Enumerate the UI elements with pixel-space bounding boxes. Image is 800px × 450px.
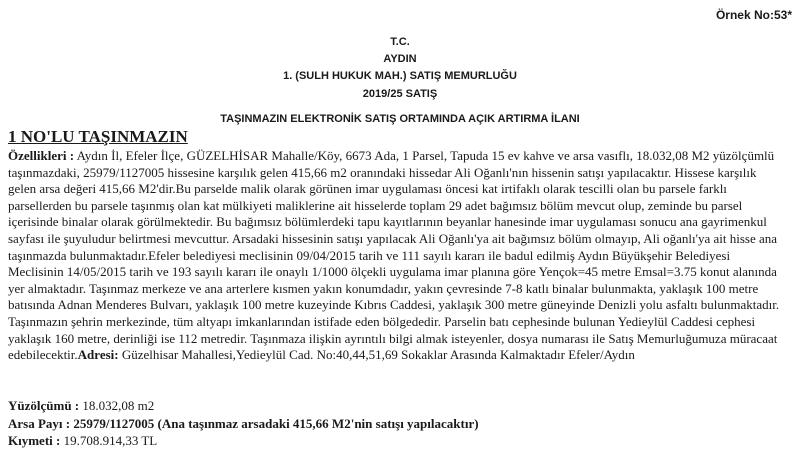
- notice-title: TAŞINMAZIN ELEKTRONİK SATIŞ ORTAMINDA AÇIK ARTIRMA İLANI: [220, 113, 580, 125]
- header-city: AYDIN: [383, 53, 417, 65]
- area-row: [8, 398, 154, 414]
- share-value: 25979/1127005 (Ana taşınmaz arsadaki 415,66 M2'nin satışı yapılacaktır): [70, 416, 479, 431]
- value-row: [8, 433, 157, 449]
- property-features: [8, 148, 783, 364]
- value-label: Kıymeti :: [8, 433, 61, 448]
- features-label: Özellikleri :: [8, 148, 75, 163]
- example-number: Örnek No:53*: [715, 8, 792, 22]
- area-label: Yüzölçümü :: [8, 398, 80, 413]
- header-tc: T.C.: [390, 36, 410, 48]
- share-label: Arsa Payı :: [8, 416, 71, 431]
- section-title: 1 NO'LU TAŞINMAZIN: [8, 127, 188, 146]
- header-office: 1. (SULH HUKUK MAH.) SATIŞ MEMURLUĞU: [283, 70, 517, 82]
- value-amount: 19.708.914,33 TL: [60, 433, 158, 448]
- features-text: Aydın İl, Efeler İlçe, GÜZELHİSAR Mahalle/Köy, 6673 Ada, 1 Parsel, Tapuda 15 ev kahve ve arsa vasıflı, 18.032,08 M2 yüzölçümlü taşınmazdaki, 25979/1127005 hissesine karşılık gelen 415,66 m2 oranındaki hissedar Ali Oğanlı'nın hissenin satışı yapılacaktır. Hissese karşılık gelen arsa değeri 415,66 M2'dir.Bu parselde malik olarak görünen imar uygulaması öncesi kat irtifaklı olarak tescilli olan bu parsele farklı parsellerden bu parsele taşınmış olan kat mülkiyeti maliklerine ait hisselerde toplam 29 adet bağımsız bölüm mevcut olup, zeminde bu parsel içerisinde binalar olarak görülmektedir. Bu bağımsız bölümlerdeki tapu kayıtlarının beyanlar hanesinde imar uygulaması sonucu ana gayrimenkul sayfası ile şuyuludur belirtmesi mevcuttur. Arsadaki hissesinin satışı yapılacak Ali Oğanlı'ya ait bağımsız bölüm olmayıp, Ali oğanlı'ya ait hisse ana taşınmazda bulunmaktadır.Efeler belediyesi meclisinin 09/04/2015 tarih ve 111 sayılı kararı ile badul edilmiş Aydın Büyükşehir Belediyesi Meclisinin 14/05/2015 tarih ve 193 sayılı kararı ile onaylı 1/1000 ölçekli uygulama imar planına göre Yençok=45 metre Emsal=3.75 konut alanında yer almaktadır. Taşınmaz merkeze ve ana arterlere kısmen yakın konumdadır, yakın çevresinde 7-8 katlı binalar bulunmakta, yaklaşık 100 metre batısında Adnan Menderes Bulvarı, yaklaşık 100 metre kuzeyinde Kıbrıs Caddesi, yaklaşık 300 metre güneyinde Denizli yolu asfaltı bulunmaktadır. Taşınmazın şehrin merkezinde, tüm altyapı imkanlarından istifade eden bölgededir. Parselin batı cephesinde bulunan Yedieylül Caddesi cephesi yaklaşık 160 metre, derinliği ise 112 metredir. Taşınmaza ilişkin ayrıntılı bilgi almak isteyenler, dosya numarası ile Satış Memurluğumuza müracaat edebilecektir.: [8, 148, 780, 363]
- header-case-number: 2019/25 SATIŞ: [362, 88, 438, 100]
- address-label: Adresi:: [77, 347, 119, 363]
- share-row: [8, 416, 479, 432]
- address-text: Güzelhisar Mahallesi,Yedieylül Cad. No:40,44,51,69 Sokaklar Arasında Kalmaktadır Efeler/Aydın: [118, 347, 635, 363]
- area-value: 18.032,08 m2: [79, 398, 155, 413]
